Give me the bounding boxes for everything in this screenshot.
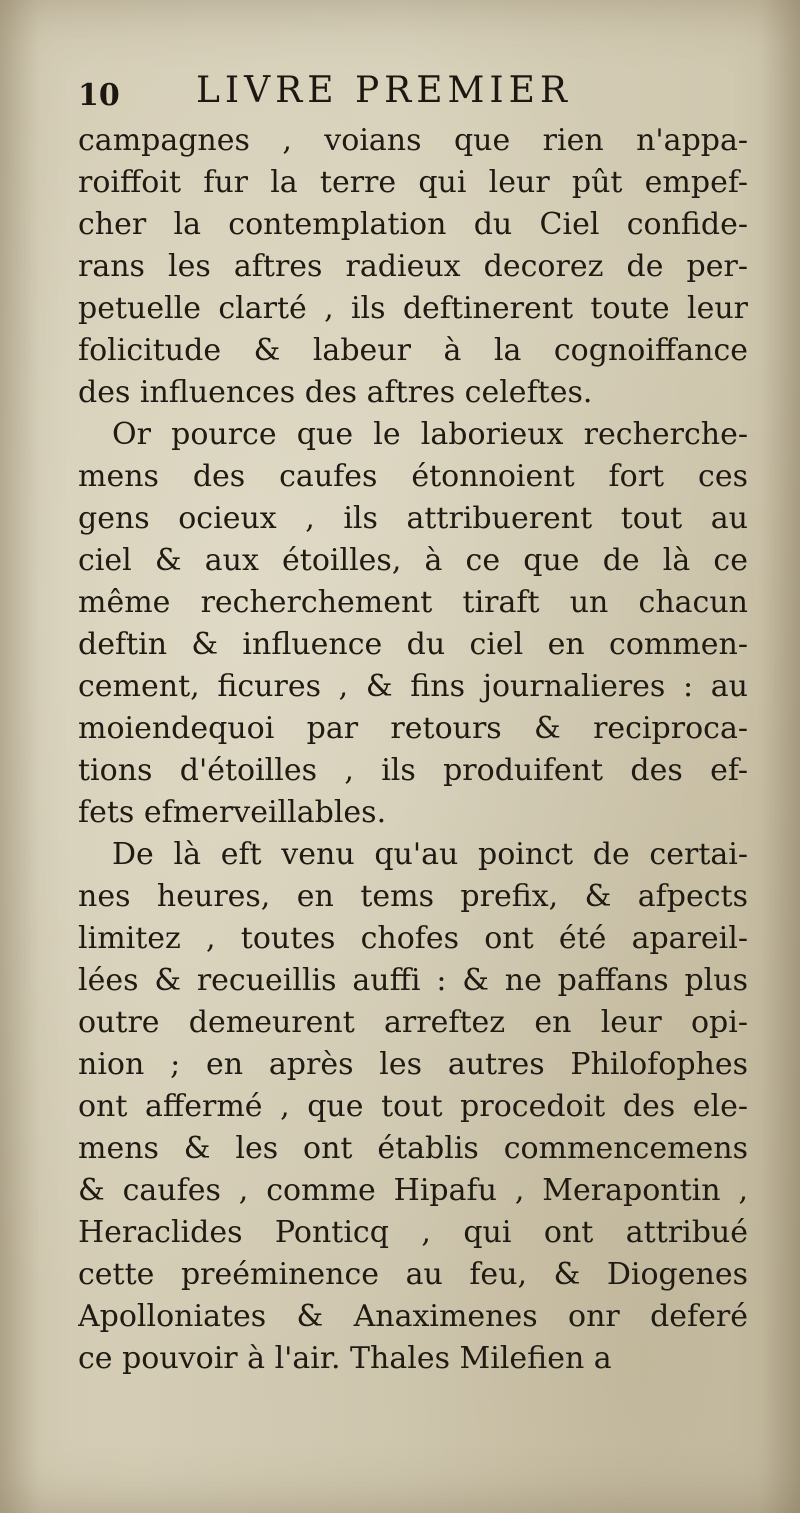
page-number: 10: [78, 78, 120, 113]
text-line: deftin & influence du ciel en commen-: [78, 627, 748, 662]
text-line: Heraclides Ponticq , qui ont attribué: [78, 1215, 748, 1250]
text-line: lées & recueillis auffi : & ne paffans plus: [78, 963, 748, 998]
text-line: Apolloniates & Anaximenes onr deferé: [78, 1299, 748, 1334]
text-line: des influences des aftres celeftes.: [78, 375, 593, 410]
text-line: tions d'étoilles , ils produifent des ef-: [78, 753, 748, 788]
text-line: limitez , toutes chofes ont été apareil-: [78, 921, 748, 956]
text-line: Or pource que le laborieux recherche-: [112, 417, 748, 452]
text-line: cement, ficures , & fins journalieres : au: [78, 669, 748, 704]
text-line: mens des caufes étonnoient fort ces: [78, 459, 748, 494]
text-line: nes heures, en tems prefix, & afpects: [78, 879, 748, 914]
text-line: mens & les ont établis commencemens: [78, 1131, 748, 1166]
text-line: rans les aftres radieux decorez de per-: [78, 249, 748, 284]
text-line: moiendequoi par retours & reciproca-: [78, 711, 748, 746]
text-line: campagnes , voians que rien n'appa-: [78, 123, 748, 158]
text-line: gens ocieux , ils attribuerent tout au: [78, 501, 748, 536]
text-line: ciel & aux étoilles, à ce que de là ce: [78, 543, 748, 578]
text-line: De là eft venu qu'au poinct de certai-: [112, 837, 748, 872]
text-line: & caufes , comme Hipafu , Merapontin ,: [78, 1173, 748, 1208]
text-line: roiffoit fur la terre qui leur pût empef-: [78, 165, 748, 200]
running-head: LIVRE PREMIER: [196, 70, 573, 111]
body-text: [78, 120, 748, 1380]
text-line: ont affermé , que tout procedoit des ele-: [78, 1089, 748, 1124]
text-line: fets efmerveillables.: [78, 795, 387, 830]
text-line: outre demeurent arreftez en leur opi-: [78, 1005, 748, 1040]
text-line: cher la contemplation du Ciel confide-: [78, 207, 748, 242]
text-line: nion ; en après les autres Philofophes: [78, 1047, 748, 1082]
text-line: cette preéminence au feu, & Diogenes: [78, 1257, 748, 1292]
text-line: folicitude & labeur à la cognoiffance: [78, 333, 748, 368]
page-header: [78, 70, 738, 114]
text-line: petuelle clarté , ils deftinerent toute leur: [78, 291, 748, 326]
text-line: même recherchement tiraft un chacun: [78, 585, 748, 620]
text-line: ce pouvoir à l'air. Thales Milefien a: [78, 1341, 612, 1376]
